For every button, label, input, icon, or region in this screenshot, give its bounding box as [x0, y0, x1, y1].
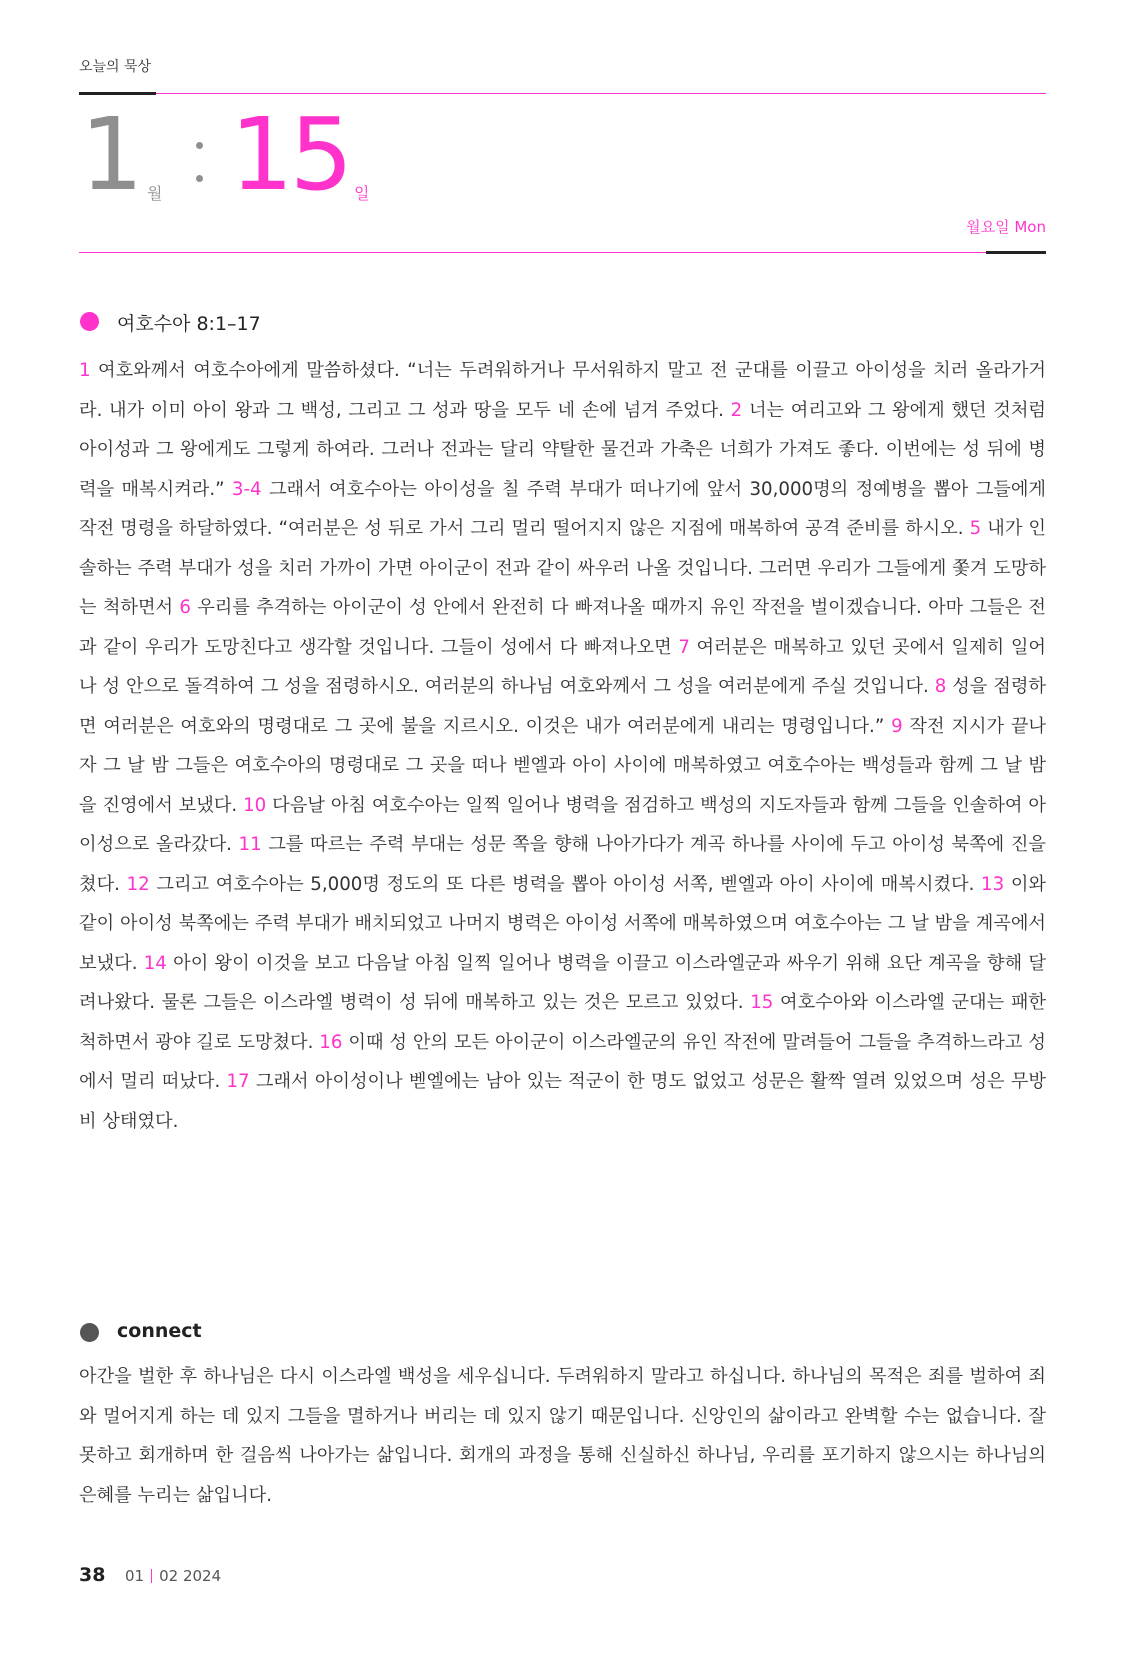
verse-text: 아이 왕이 이것을 보고 다음날 아침 일찍 일어나 병력을 이끌고 이스라엘군과 싸우기 위해 요단 계곡을 향해 달려나왔다. 물론 그들은 이스라엘 병력이 성 뒤에 매복하고 있는 것은 모르고 있었다. [79, 952, 1046, 1013]
verse-text: 너는 여리고와 그 왕에게 했던 것처럼 아이성과 그 왕에게도 그렇게 하여라. 그러나 전과는 달리 약탈한 물건과 가축은 너희가 가져도 좋다. 이번에는 성 뒤에 병력을 매복시켜라.” [79, 399, 1047, 500]
issue-date: 02 2024 [159, 1567, 222, 1585]
verse-number: 7 [678, 636, 690, 658]
verse-text: 그래서 아이성이나 벧엘에는 남아 있는 적군이 한 명도 없었고 성문은 활짝 열려 있었으며 성은 무방비 상태였다. [79, 1071, 1046, 1132]
issue-month: 01 [125, 1567, 145, 1585]
verse-number: 5 [969, 518, 982, 539]
day-unit: 일 [354, 184, 370, 203]
scripture-passage [79, 351, 1046, 1141]
verse-number: 2 [730, 399, 743, 421]
verse-number: 17 [226, 1071, 250, 1092]
verse-number: 16 [319, 1031, 343, 1053]
verse-number: 1 [79, 360, 91, 381]
verse-number: 3-4 [231, 478, 262, 500]
verse-number: 13 [981, 873, 1005, 895]
connect-text: 아간을 벌한 후 하나님은 다시 이스라엘 백성을 세우십니다. 두려워하지 말라고 하십니다. 하나님의 목적은 죄를 벌하여 죄와 멀어지게 하는 데 있지 그들을 멸하거나 버리는 데 있지 않기 때문입니다. 신앙인의 삶이라고 완벽할 수는 없습니다. 잘못하고 회개하며 한 걸음씩 나아가는 삶입니다. 회개의 과정을 통해 신실하신 하나님, 우리를 포기하지 않으시는 하나님의 은혜를 누리는 삶입니다. [79, 1366, 1046, 1506]
issue-label [125, 1567, 221, 1585]
header-rule-dark [79, 92, 156, 95]
verse-text: 그를 따르는 주력 부대는 성문 쪽을 향해 나아가다가 계곡 하나를 사이에 두고 아이성 북쪽에 진을 쳤다. [79, 834, 1046, 895]
section-label: 오늘의 묵상 [79, 59, 152, 75]
verse-text: 우리를 추격하는 아이군이 성 안에서 완전히 다 빠져나올 때까지 유인 작전을 벌이겠습니다. 아마 그들은 전과 같이 우리가 도망친다고 생각할 것입니다. 그들이 성에서 다 빠져나오면 [79, 597, 1046, 658]
day-number: 15 [230, 96, 350, 213]
verse-text: 여호수아와 이스라엘 군대는 패한 척하면서 광야 길로 도망쳤다. [79, 992, 1046, 1053]
passage-reference: 여호수아 8:1–17 [117, 313, 261, 335]
connect-heading: connect [117, 1320, 202, 1342]
verse-text: 여러분은 매복하고 있던 곳에서 일제히 일어나 성 안으로 돌격하여 그 성을 점령하시오. 여러분의 하나님 여호와께서 그 성을 여러분에게 주실 것입니다. [79, 636, 1047, 697]
verse-number: 15 [750, 992, 774, 1013]
issue-separator [151, 1569, 152, 1583]
verse-text: 여호와께서 여호수아에게 말씀하셨다. “너는 두려워하거나 무서워하지 말고 전 군대를 이끌고 아이성을 치러 올라가거라. 내가 이미 아이 왕과 그 백성, 그리고 그 성과 땅을 모두 네 손에 넘겨 주었다. [79, 360, 1046, 421]
verse-text: 그래서 여호수아는 아이성을 칠 주력 부대가 떠나기에 앞서 30,000명의 정예병을 뽑아 그들에게 작전 명령을 하달하였다. “여러분은 성 뒤로 가서 그리 멀리 떨어지지 않은 지점에 매복하여 공격 준비를 하시오. [79, 478, 1046, 539]
verse-number: 8 [934, 676, 947, 697]
verse-number: 14 [143, 952, 167, 974]
verse-text: 이와 같이 아이성 북쪽에는 주력 부대가 배치되었고 나머지 병력은 아이성 서쪽에 매복하였으며 여호수아는 그 날 밤을 계곡에서 보냈다. [79, 873, 1046, 974]
month-number: 1 [80, 96, 140, 213]
header-rule-accent [156, 93, 1046, 94]
passage-bullet-icon [80, 312, 99, 331]
date-rule-accent [79, 252, 986, 253]
verse-number: 12 [126, 873, 150, 895]
verse-text: 성을 점령하면 여러분은 여호와의 명령대로 그 곳에 불을 지르시오. 이것은 내가 여러분에게 내리는 명령입니다.” [79, 676, 1046, 737]
verse-text: 그리고 여호수아는 5,000명 정도의 또 다른 병력을 뽑아 아이성 서쪽, 벧엘과 아이 사이에 매복시켰다. [149, 873, 982, 895]
date-colon-icon [196, 142, 203, 208]
verse-text: 다음날 아침 여호수아는 일찍 일어나 병력을 점검하고 백성의 지도자들과 함께 그들을 인솔하여 아이성으로 올라갔다. [79, 794, 1046, 855]
weekday-label: 월요일 Mon [966, 218, 1046, 236]
verse-text: 내가 인솔하는 주력 부대가 성을 치러 가까이 가면 아이군이 전과 같이 싸우러 나올 것입니다. 그러면 우리가 그들에게 쫓겨 도망하는 척하면서 [79, 518, 1047, 618]
verse-number: 10 [243, 794, 267, 816]
page-number: 38 [79, 1564, 106, 1586]
connect-bullet-icon [80, 1323, 99, 1342]
verse-text: 이때 성 안의 모든 아이군이 이스라엘군의 유인 작전에 말려들어 그들을 추격하느라고 성에서 멀리 떠났다. [79, 1031, 1046, 1092]
verse-number: 9 [891, 715, 903, 737]
verse-number: 11 [238, 834, 262, 855]
verse-text: 작전 지시가 끝나자 그 날 밤 그들은 여호수아의 명령대로 그 곳을 떠나 벧엘과 아이 사이에 매복하였고 여호수아는 백성들과 함께 그 날 밤을 진영에서 보냈다. [79, 715, 1047, 816]
verse-number: 6 [179, 597, 191, 618]
month-unit: 월 [147, 184, 163, 203]
date-rule-dark [986, 251, 1046, 254]
